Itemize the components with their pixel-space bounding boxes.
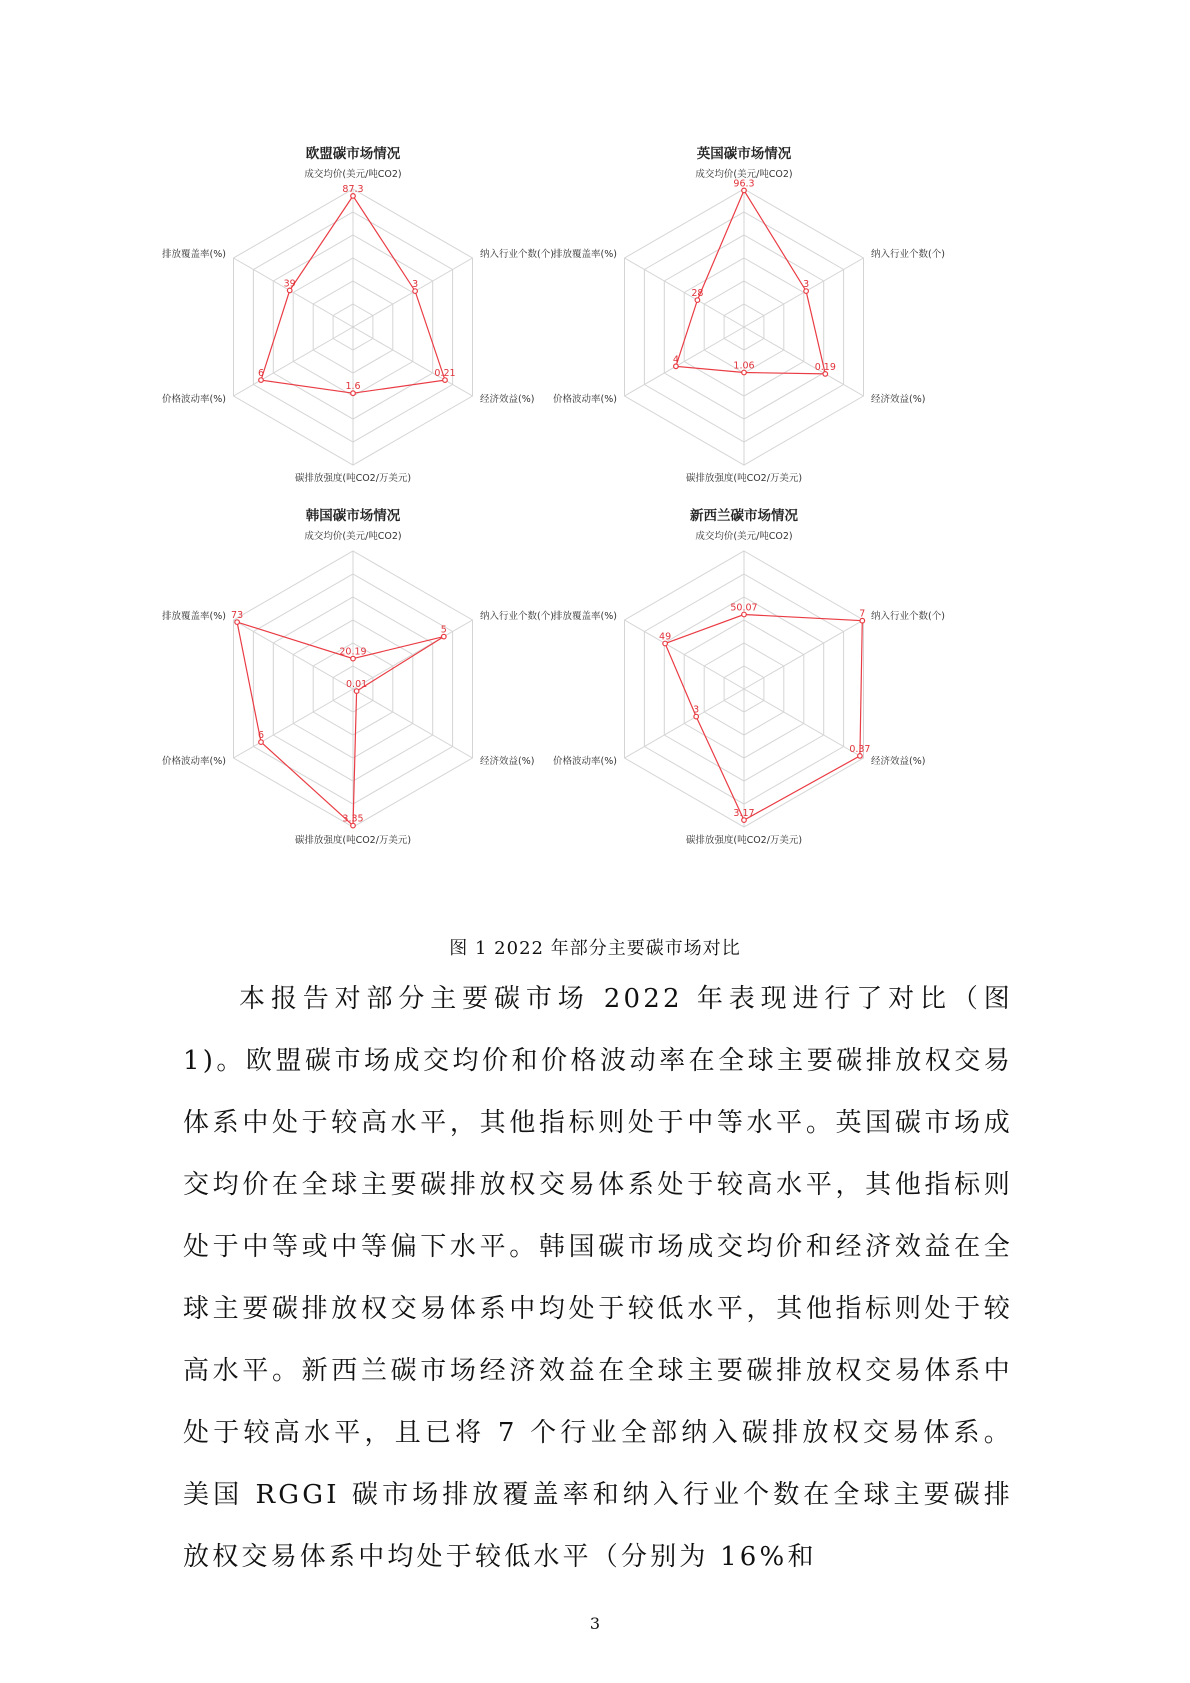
page-number: 3 — [589, 1614, 601, 1633]
axis-label: 经济效益(%) — [480, 394, 535, 405]
radar-chart-uk — [553, 140, 945, 520]
axis-label: 成交均价(美元/吨CO2) — [304, 531, 402, 542]
data-label: 7 — [859, 608, 866, 620]
axis-label: 排放覆盖率(%) — [553, 249, 617, 260]
data-label: 1.06 — [733, 360, 755, 372]
axis-label: 价格波动率(%) — [162, 394, 226, 405]
axis-label: 碳排放强度(吨CO2/万美元) — [294, 473, 412, 484]
data-label: 4 — [672, 354, 679, 366]
axis-label: 价格波动率(%) — [553, 756, 617, 767]
radar-chart-new-zealand — [553, 502, 945, 882]
axis-label: 碳排放强度(吨CO2/万美元) — [294, 835, 412, 846]
data-label: 6 — [257, 730, 265, 742]
axis-label: 经济效益(%) — [871, 756, 926, 767]
axis-label: 价格波动率(%) — [162, 756, 226, 767]
radar-chart-eu — [162, 140, 554, 520]
data-label: 0.21 — [434, 368, 456, 380]
data-label: 39 — [283, 278, 296, 290]
chart-title: 韩国碳市场情况 — [305, 508, 401, 524]
axis-label: 纳入行业个数(个) — [480, 249, 554, 260]
data-label: 50.07 — [730, 602, 758, 614]
data-label: 0.37 — [849, 743, 871, 755]
radar-chart-new-zealand-svg — [553, 502, 945, 882]
axis-label: 纳入行业个数(个) — [480, 611, 554, 622]
body-paragraph: 本报告对部分主要碳市场 2022 年表现进行了对比（图 1)。欧盟碳市场成交均价和价格波动率在全球主要碳排放权交易体系中处于较高水平，其他指标则处于中等水平。英国碳市场成交均价在全球主要碳排放权交易体系处于较高水平，其他指标则处于中等或中等偏下水平。韩国碳市场成交均价和经济效益在全球主要碳排放权交易体系中均处于较低水平，其他指标则处于较高水平。新西兰碳市场经济效益在全球主要碳排放权交易体系中处于较高水平，且已将 7 个行业全部纳入碳排放权交易体系。美国 RGGI 碳市场排放覆盖率和纳入行业个数在全球主要碳排放权交易体系中均处于较低水平（分别为 16%和 — [183, 984, 1013, 1572]
data-label: 49 — [659, 631, 672, 643]
data-label: 3.35 — [342, 813, 364, 825]
axis-label: 碳排放强度(吨CO2/万美元) — [685, 835, 803, 846]
data-label: 28 — [691, 288, 704, 300]
data-label: 5 — [440, 624, 447, 636]
axis-label: 纳入行业个数(个) — [871, 611, 945, 622]
axis-label: 经济效益(%) — [480, 756, 535, 767]
chart-title: 新西兰碳市场情况 — [690, 508, 798, 524]
axis-label: 经济效益(%) — [871, 394, 926, 405]
axis-label: 成交均价(美元/吨CO2) — [304, 169, 402, 180]
data-label: 3 — [803, 279, 810, 291]
data-label: 3 — [693, 704, 700, 716]
data-label: 96.3 — [733, 178, 755, 190]
radar-chart-korea — [162, 502, 554, 882]
chart-title: 欧盟碳市场情况 — [305, 146, 401, 162]
data-label: 87.3 — [342, 183, 364, 195]
data-label: 3.17 — [733, 808, 755, 820]
axis-label: 碳排放强度(吨CO2/万美元) — [685, 473, 803, 484]
radar-chart-uk-svg — [553, 140, 945, 520]
data-label: 0.01 — [346, 679, 368, 691]
data-label: 20.19 — [339, 646, 367, 658]
radar-chart-eu-svg — [162, 140, 554, 520]
data-label: 1.6 — [345, 381, 361, 393]
axis-label: 价格波动率(%) — [553, 394, 617, 405]
axis-label: 成交均价(美元/吨CO2) — [695, 531, 793, 542]
axis-label: 纳入行业个数(个) — [871, 249, 945, 260]
chart-title: 英国碳市场情况 — [696, 146, 792, 162]
axis-label: 排放覆盖率(%) — [162, 249, 226, 260]
radar-chart-korea-svg — [162, 502, 554, 882]
axis-label: 排放覆盖率(%) — [162, 611, 226, 622]
axis-label: 成交均价(美元/吨CO2) — [695, 169, 793, 180]
data-label: 73 — [231, 610, 244, 622]
data-label: 0.19 — [814, 361, 836, 373]
axis-label: 排放覆盖率(%) — [553, 611, 617, 622]
figure-caption: 图 1 2022 年部分主要碳市场对比 — [449, 938, 741, 959]
data-label: 3 — [412, 279, 419, 291]
data-label: 6 — [257, 368, 265, 380]
